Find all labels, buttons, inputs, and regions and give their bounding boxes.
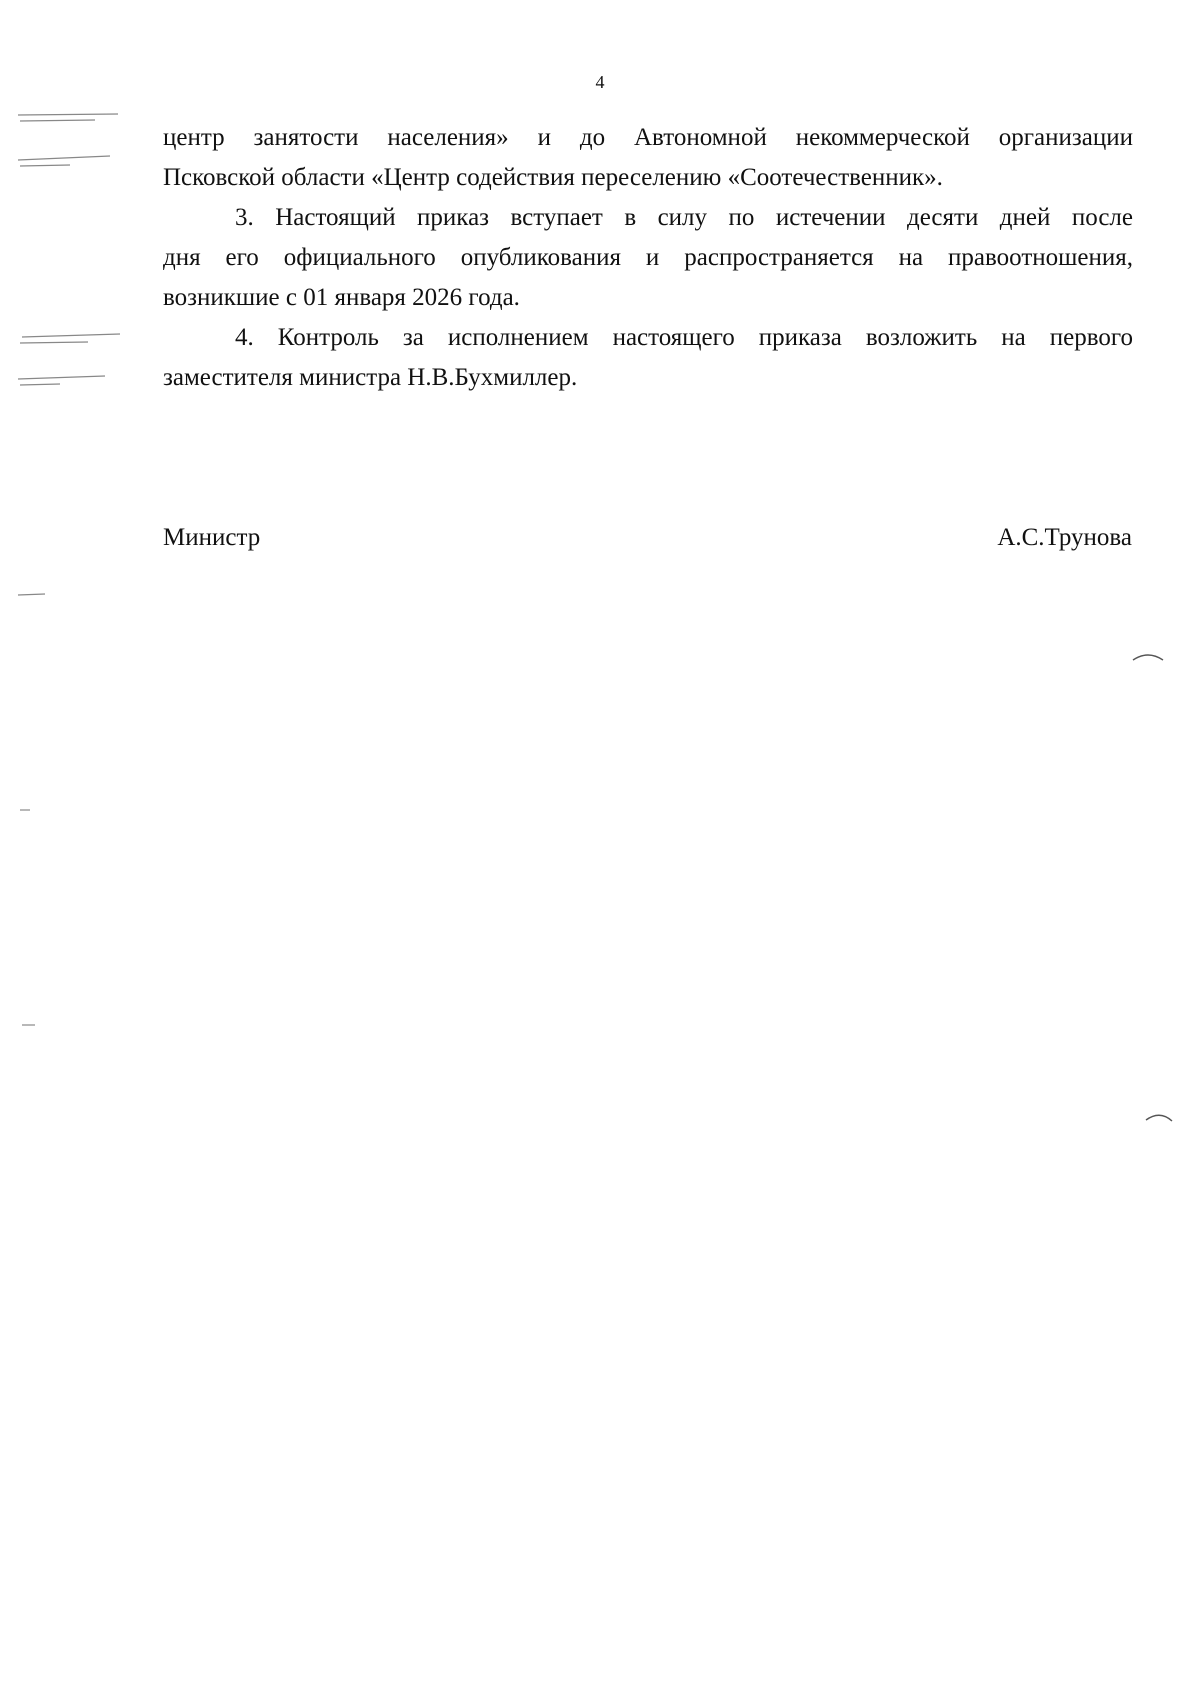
text-line: центр занятости населения» и до Автономной некоммерческой организации xyxy=(163,124,1133,151)
signature-name: А.С.Трунова xyxy=(997,524,1132,551)
text-line: Псковской области «Центр содействия переселению «Соотечественник». xyxy=(163,164,943,191)
paragraph-4-first-line: 4. Контроль за исполнением настоящего приказа возложить на первого xyxy=(235,324,1133,351)
text-line: дня его официального опубликования и распространяется на правоотношения, xyxy=(163,244,1133,271)
text-line: заместителя министра Н.В.Бухмиллер. xyxy=(163,364,578,391)
text-line: возникшие с 01 января 2026 года. xyxy=(163,284,520,311)
page-number: 4 xyxy=(595,72,605,92)
body-text xyxy=(163,118,1133,398)
signature-role: Министр xyxy=(163,524,261,551)
paragraph-3-first-line: 3. Настоящий приказ вступает в силу по истечении десяти дней после xyxy=(235,204,1133,231)
